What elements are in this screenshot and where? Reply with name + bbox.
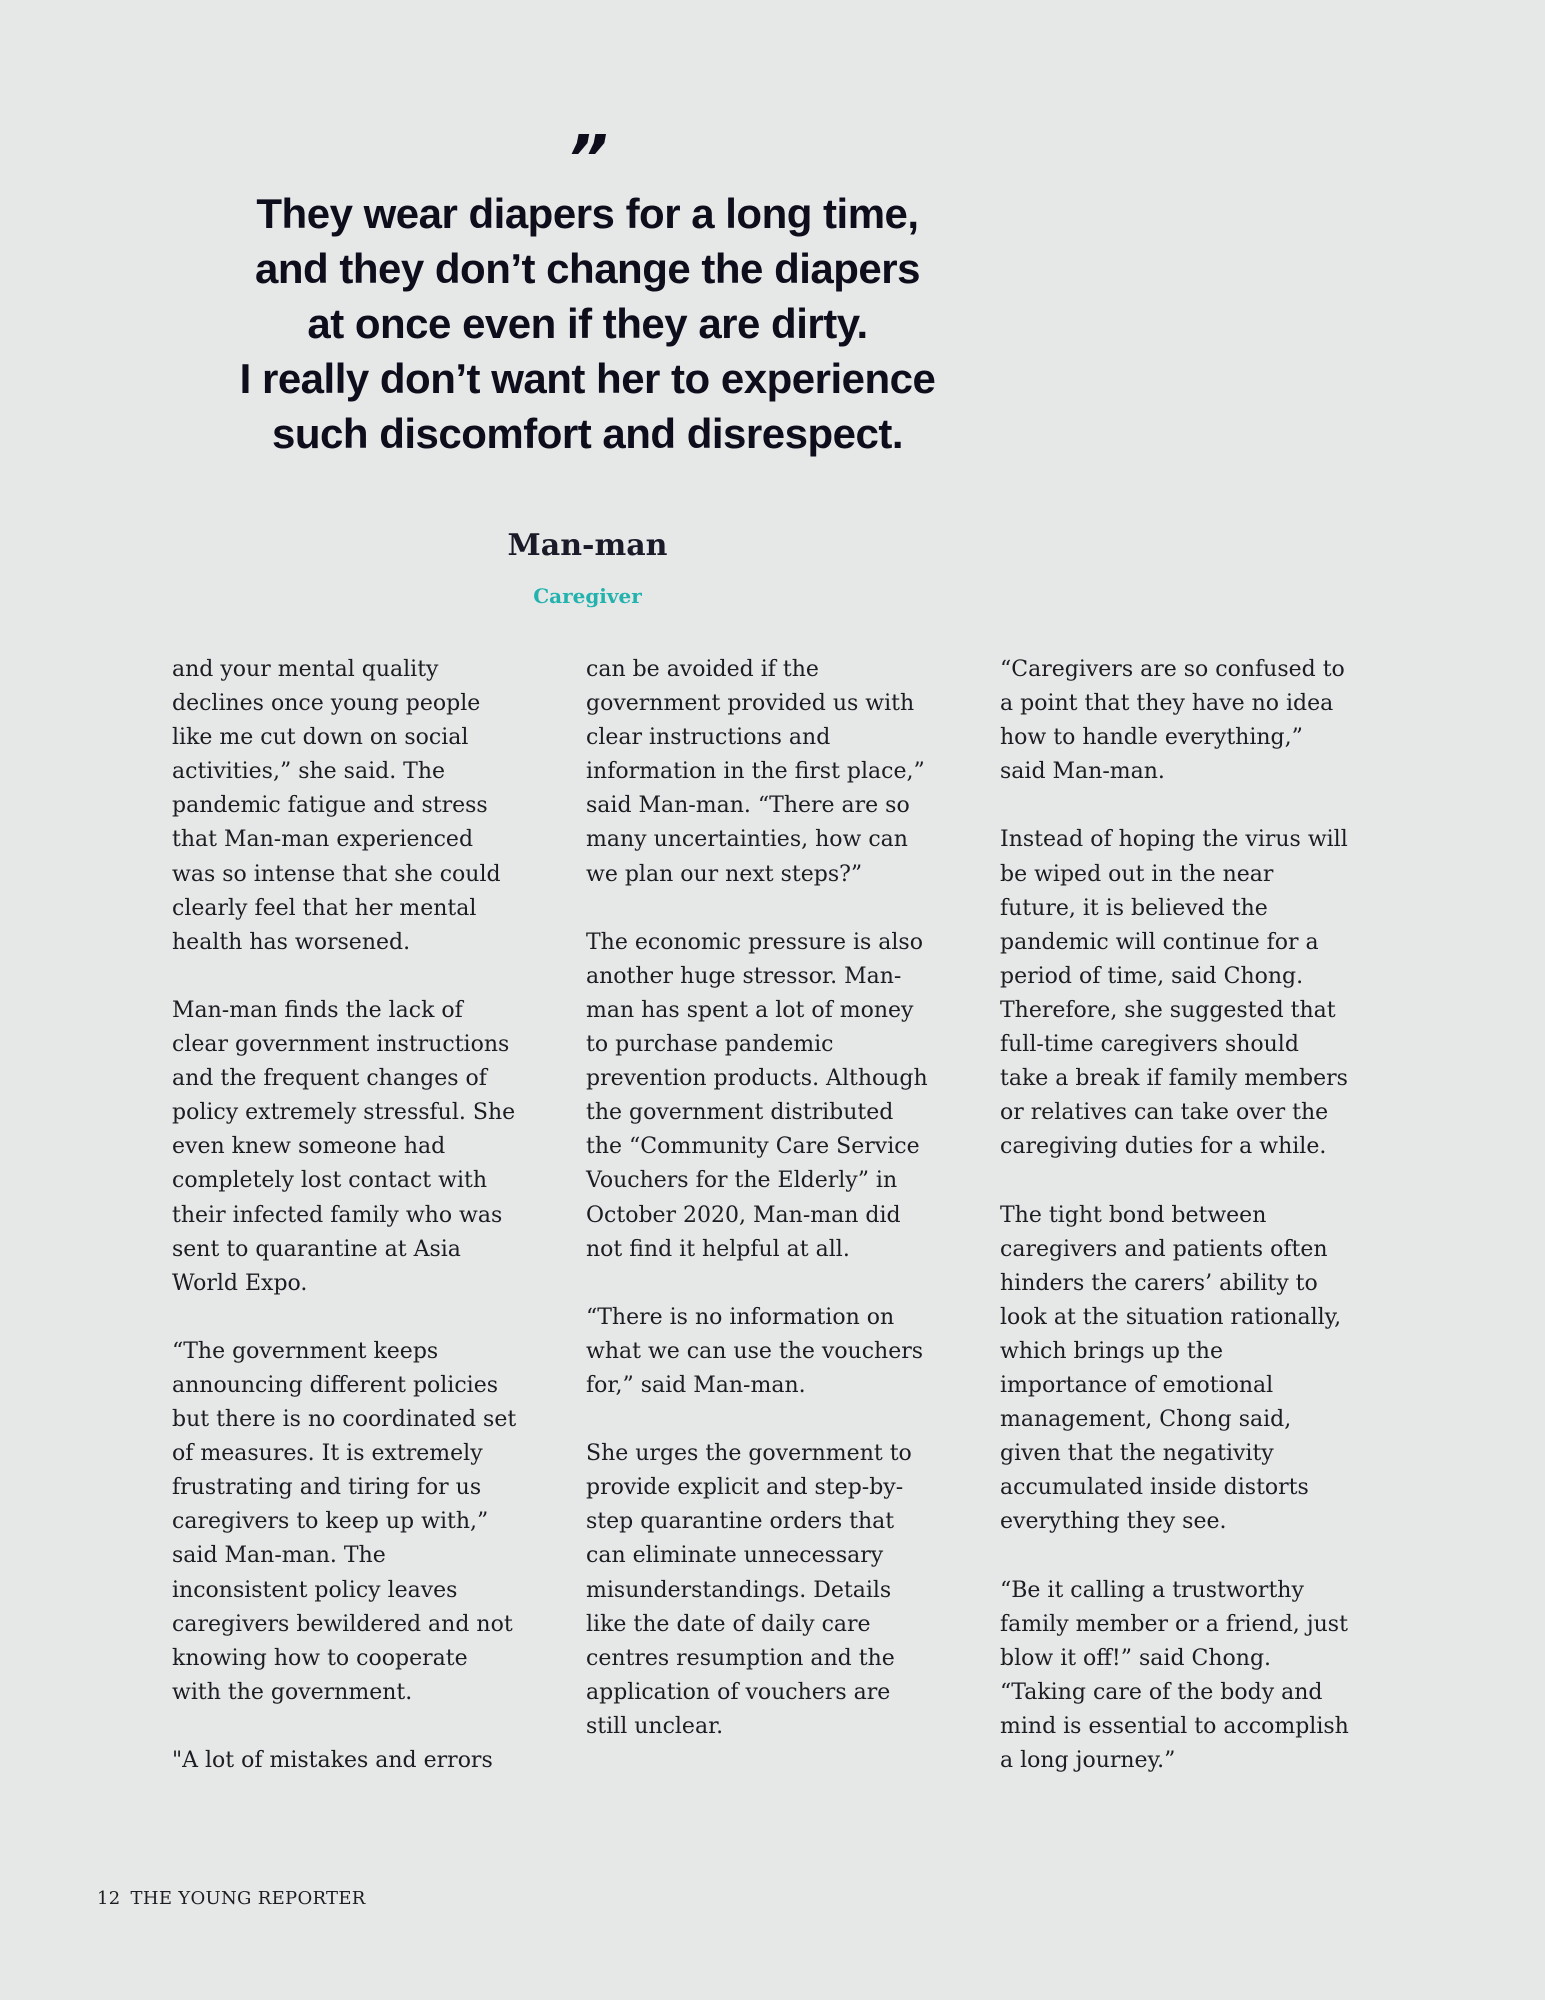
article-paragraph: Man-man finds the lack of clear government instructions and the frequent changes of policy extremely stressful. She even knew someone had completely lost contact with their infected family who was sent to quarantine at Asia World Expo. [172, 997, 516, 1296]
pull-quote-line: such discomfort and disrespect. [272, 410, 903, 457]
article-paragraph: She urges the government to provide explicit and step-by- step quarantine orders that can eliminate unnecessary misunderstandings. Details like the date of daily care centres resumption and the application of vouchers are still unclear. [586, 1441, 912, 1739]
pull-quote-line: I really don’t want her to experience [239, 355, 936, 402]
publication-name: THE YOUNG REPORTER [130, 1888, 366, 1909]
article-paragraph: Instead of hoping the virus will be wiped out in the near future, it is believed the pandemic will continue for a period of time, said Chong. Therefore, she suggested that full-time caregivers should take a break if family members or relatives can take over the caregiving duties for a while. [1000, 827, 1348, 1160]
pull-quote-line: at once even if they are dirty. [307, 300, 868, 347]
article-column-1 [172, 653, 552, 1812]
article-paragraph: "A lot of mistakes and errors [172, 1748, 493, 1773]
article-paragraph: “Caregivers are so confused to a point that they have no idea how to handle everything,” said Man-man. [1000, 657, 1345, 785]
article-column-3 [1000, 653, 1380, 1812]
pull-quote [0, 186, 1175, 461]
quote-attribution-name: Man-man [507, 528, 668, 563]
page-footer [97, 1885, 366, 1913]
article-column-2 [586, 653, 966, 1778]
article-paragraph: can be avoided if the government provided us with clear instructions and information in the first place,” said Man-man. “There are so many uncertainties, how can we plan our next steps?” [586, 657, 925, 887]
article-paragraph: The tight bond between caregivers and patients often hinders the carers’ ability to look at the situation rationally, which brings up the importance of emotional management, Chong said, given that the negativity accumulated inside distorts everything they see. [1000, 1202, 1342, 1535]
article-paragraph: and your mental quality declines once young people like me cut down on social activities,” she said. The pandemic fatigue and stress that Man-man experienced was so intense that she could clearly feel that her mental health has worsened. [172, 657, 501, 955]
pull-quote-line: They wear diapers for a long time, [256, 190, 919, 237]
article-paragraph: The economic pressure is also another huge stressor. Man- man has spent a lot of money to purchase pandemic prevention products. Although the government distributed the “Community Care Service Vouchers for the Elderly” in October 2020, Man-man did not find it helpful at all. [586, 929, 928, 1262]
quote-mark-icon: ” [566, 123, 609, 197]
article-paragraph: “There is no information on what we can use the vouchers for,” said Man-man. [586, 1304, 924, 1398]
quote-attribution-role: Caregiver [533, 584, 642, 608]
pull-quote-line: and they don’t change the diapers [255, 245, 920, 292]
article-paragraph: “The government keeps announcing different policies but there is no coordinated set of measures. It is extremely frustrating and tiring for us caregivers to keep up with,” said Man-man. The inconsistent policy leaves caregivers bewildered and not knowing how to cooperate with the government. [172, 1338, 517, 1705]
article-paragraph: “Be it calling a trustworthy family member or a friend, just blow it off!” said Chong. “Taking care of the body and mind is essential to accomplish a long journey.” [1000, 1577, 1349, 1773]
page-number: 12 [97, 1888, 121, 1909]
